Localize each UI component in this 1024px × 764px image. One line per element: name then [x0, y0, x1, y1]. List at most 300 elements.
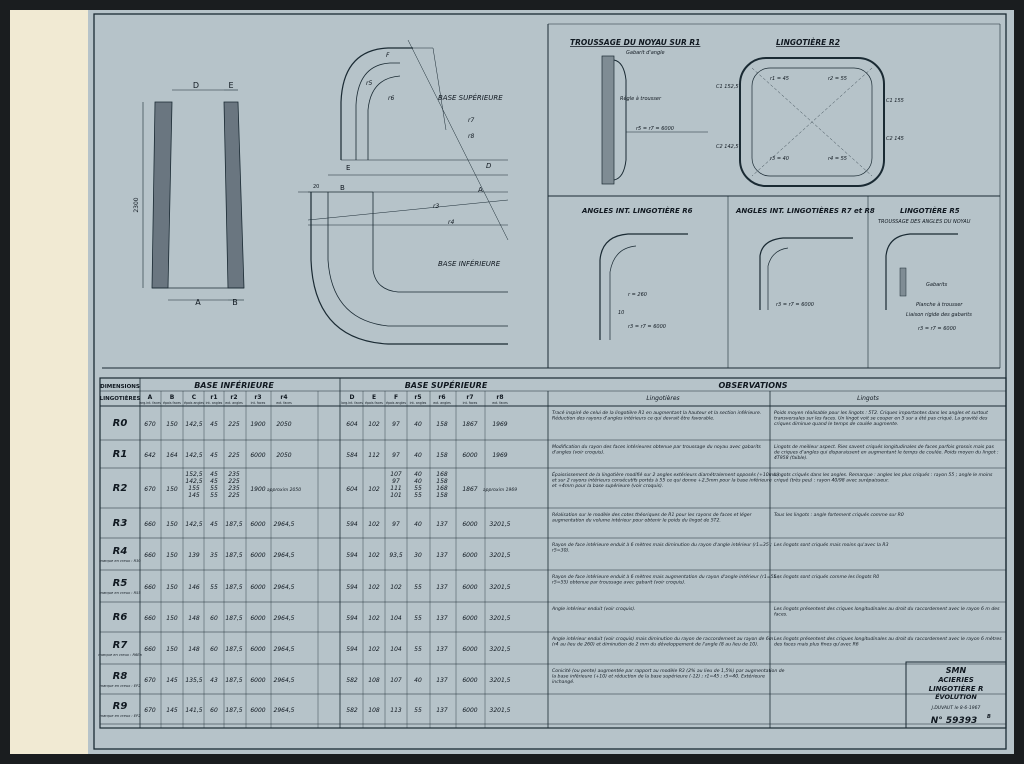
table-cell: 670 — [144, 707, 156, 714]
table-cell: 1900 — [250, 421, 266, 428]
table-cell: 158 — [436, 421, 448, 428]
table-cell: 142,5 — [185, 421, 203, 428]
table-cell: 148 — [188, 646, 200, 653]
row-name: R5 — [112, 578, 128, 589]
table-cell: 6000 — [250, 521, 266, 528]
angles-r7-title: ANGLES INT. LINGOTIÈRES R7 et R8 — [736, 207, 875, 215]
table-cell: 6000 — [462, 677, 478, 684]
table-cell: 225 — [228, 478, 240, 485]
table-cell: 45 — [210, 471, 218, 478]
table-cell: 102 — [368, 646, 380, 653]
table-cell: 141,5 — [185, 707, 203, 714]
table-cell: 148 — [188, 615, 200, 622]
table-cell: 6000 — [462, 521, 478, 528]
table-cell: 670 — [144, 677, 156, 684]
table-cell: 35 — [210, 552, 218, 559]
lingots-text: Tous les lingots : angle fortement criqués comme sur R0 — [774, 513, 904, 518]
plan-view — [298, 40, 508, 344]
table-cell: 187,5 — [225, 615, 243, 622]
lingots-text: Lingots de meilleur aspect. Ries savent criqués longitudinales de faces parfois grossis mais pas — [774, 445, 994, 450]
col-sub: épais angles — [385, 401, 407, 405]
dim-a: A — [195, 298, 201, 307]
dim-b: B — [232, 298, 238, 307]
observation-text: Modification du rayon des faces intérieures obtenue par troussage du noyau avec gabarits — [552, 445, 761, 450]
table-cell: 45 — [210, 521, 218, 528]
table-cell: 6000 — [250, 552, 266, 559]
table-cell: 2964,5 — [273, 552, 295, 559]
col-r2: r2 — [230, 394, 238, 401]
r2-r4: r4 = 55 — [828, 156, 847, 162]
table-cell: 3201,5 — [489, 584, 511, 591]
label-base-inf: BASE INFÉRIEURE — [438, 260, 501, 268]
table-cell: 2964,5 — [273, 615, 295, 622]
title-lingotiere: LINGOTIÈRE R — [928, 685, 984, 693]
table-cell: 55 — [414, 707, 422, 714]
lingots-text: Poids moyen réalisable pour les lingots : 5T2. Criques importantes dans les angles et surtout — [774, 411, 988, 416]
row-mark: marque en creux : R55 — [99, 591, 141, 595]
lingots-text: Les lingots sont criqués mais moins qu'avec la R3 — [774, 543, 889, 548]
table-cell: 670 — [144, 421, 156, 428]
table-cell: 6000 — [462, 552, 478, 559]
col-sub: larg.int. faces — [139, 401, 161, 405]
observation-text: la base inférieure (+10) et réduction de la base supérieure (-12) ; r1=45 ; r5=40. Extérieure — [552, 674, 765, 680]
lingots-text: Les lingots présentent des criques longitudinales au droit du raccordement avec le rayon 6 m des — [774, 607, 1000, 612]
col-e: E — [371, 394, 377, 401]
table-cell: approxim 1969 — [482, 488, 518, 493]
table-cell: 187,5 — [225, 584, 243, 591]
title-acieries: ACIERIES — [938, 676, 974, 684]
observation-text: et sur 2 rayons intérieurs consécutifs portés à 55 ce qui donne +2,5mm pour la base inférieure — [552, 478, 772, 484]
table-cell: 187,5 — [225, 521, 243, 528]
lingots-text: 4T958 (faible). — [774, 456, 808, 462]
table-cell: 168 — [436, 485, 448, 492]
lingots-text: Les lingots présentent des criques longitudinales au droit du raccordement avec le rayon 6 mètres — [774, 637, 1002, 642]
label-r6: r6 — [388, 95, 395, 102]
table-cell: 45 — [210, 421, 218, 428]
table-cell: 102 — [368, 421, 380, 428]
table-cell: 604 — [346, 486, 358, 493]
table-cell: 55 — [414, 646, 422, 653]
observation-text: r5=30). — [552, 548, 570, 554]
header-observations: OBSERVATIONS — [718, 381, 788, 390]
r2-r1: r1 = 45 — [770, 76, 789, 82]
table-cell: 187,5 — [225, 677, 243, 684]
col-r7: r7 — [466, 394, 474, 401]
table-cell: 139 — [188, 552, 200, 559]
row-name: R8 — [112, 671, 128, 682]
row-mark: marque en creux : R30 — [99, 559, 141, 563]
angles-r6-title: ANGLES INT. LINGOTIÈRE R6 — [582, 207, 693, 215]
table-cell: 660 — [144, 615, 156, 622]
r2-c1: C1 152,5 — [716, 84, 739, 90]
lingots-text: criques diminue quand le temps de coulée augmente. — [774, 422, 899, 428]
lingots-text: faces. — [774, 612, 788, 618]
observation-text: inchangé. — [552, 680, 575, 686]
table-cell: 137 — [436, 707, 448, 714]
label-b: B — [340, 184, 345, 192]
table-cell: 582 — [346, 707, 358, 714]
table-cell: 660 — [144, 552, 156, 559]
table-cell: 150 — [166, 584, 178, 591]
table-cell: 102 — [368, 584, 380, 591]
table-cell: 1867 — [462, 421, 478, 428]
table-cell: 6000 — [250, 646, 266, 653]
dim-height: 2300 — [133, 197, 140, 213]
table-cell: 150 — [166, 646, 178, 653]
row-mark: marque en creux : EP2 — [99, 684, 141, 688]
r2-r3: r3 = 40 — [770, 156, 789, 162]
col-sub: larg.int. faces — [341, 401, 363, 405]
col-sub: épais faces — [163, 401, 181, 405]
table-cell: 145 — [166, 707, 178, 714]
label-f: F — [386, 52, 390, 59]
table-cell: 40 — [414, 421, 422, 428]
label-a: A — [478, 186, 483, 194]
table-cell: 225 — [228, 492, 240, 499]
col-sub: épais faces — [365, 401, 383, 405]
table-cell: 102 — [390, 584, 402, 591]
table-cell: 97 — [392, 521, 400, 528]
row-name: R1 — [112, 449, 128, 460]
table-cell: 6000 — [462, 584, 478, 591]
truss-title: TROUSSAGE DU NOYAU SUR R1 — [570, 38, 701, 47]
label-e: E — [346, 164, 351, 172]
table-cell: 187,5 — [225, 646, 243, 653]
table-cell: 97 — [392, 478, 400, 485]
col-sub: int. angles — [409, 401, 427, 405]
angles-detail — [581, 206, 972, 340]
label-r7: r7 — [468, 117, 475, 124]
table-cell: 102 — [368, 552, 380, 559]
observation-text: augmentation du volume intérieur pour obtenir le poids du lingot de 5T2. — [552, 518, 721, 524]
table-cell: 45 — [210, 452, 218, 459]
col-r3: r3 — [254, 394, 262, 401]
table-cell: 142,5 — [185, 452, 203, 459]
truss-regle: Règle à trousser — [620, 96, 662, 102]
angles-gabarits: Gabarits — [926, 282, 948, 288]
table-cell: 2964,5 — [273, 646, 295, 653]
table-cell: 112 — [368, 452, 380, 459]
r2-title: LINGOTIÈRE R2 — [776, 38, 840, 47]
row-name: R0 — [112, 418, 128, 429]
observation-text: Conicité (ou pente) augmentée par rapport au modèle R3 (2% au lieu de 1,5%) par augmentation de — [552, 669, 785, 674]
col-b: B — [169, 394, 175, 401]
label-r8: r8 — [468, 133, 475, 140]
table-cell: 150 — [166, 486, 178, 493]
label-base-sup: BASE SUPÉRIEURE — [438, 94, 503, 102]
table-cell: 2964,5 — [273, 584, 295, 591]
r2-c4: C2 145 — [886, 136, 904, 142]
table-cell: 40 — [414, 521, 422, 528]
table-cell: 6000 — [250, 584, 266, 591]
title-smn: SMN — [945, 666, 967, 675]
dim-d: D — [192, 81, 200, 90]
table-cell: 225 — [228, 421, 240, 428]
table-cell: 43 — [210, 677, 218, 684]
observation-text: et +4mm pour la base supérieure (voir croquis). — [552, 484, 664, 490]
table-cell: 6000 — [462, 646, 478, 653]
table-cell: 660 — [144, 521, 156, 528]
col-sub: épais angles — [183, 401, 205, 405]
table-cell: 2964,5 — [273, 677, 295, 684]
lingots-text: Les lingots sont criqués comme les lingots R0 — [774, 575, 880, 580]
table-cell: 168 — [436, 471, 448, 478]
col-a: A — [147, 394, 153, 401]
label-r5: r5 — [366, 80, 373, 87]
col-c: C — [191, 394, 197, 401]
lingots-text: transversales sur les faces. Un lingot voit se couper en 5 sur a été pas criqué. La gravité des — [774, 416, 988, 422]
table-cell: 55 — [414, 584, 422, 591]
row-name: R7 — [112, 640, 128, 651]
truss-r: r5 = r7 = 6000 — [636, 126, 674, 132]
header-obs-lingots: Lingots — [857, 395, 879, 402]
table-cell: 102 — [368, 521, 380, 528]
table-cell: 594 — [346, 615, 358, 622]
row-mark: marque en creux : EP2 — [99, 714, 141, 718]
blueprint-sheet — [88, 10, 1014, 754]
lingots-text: criqué (très peu) : rayon 40/98 avec surépaisseur. — [774, 478, 890, 484]
observation-text: r5=55) obtenue par troussage avec gabarit (voir croquis). — [552, 580, 686, 586]
table-cell: 108 — [368, 707, 380, 714]
table-cell: 660 — [144, 584, 156, 591]
table-cell: 2050 — [276, 452, 292, 459]
table-cell: 104 — [390, 646, 402, 653]
table-cell: 55 — [210, 492, 218, 499]
observation-text: Réalisation sur le modèle des cotes théoriques de R1 pour les rayons de faces et léger — [552, 513, 752, 518]
observation-text: Rayon de face intérieure enduit à 6 mètres mais diminution du rayon d'angle intérieur (r1=35 ; — [552, 543, 772, 548]
table-cell: 158 — [436, 452, 448, 459]
r2-r2: r2 = 55 — [828, 76, 847, 82]
table-cell: 150 — [166, 521, 178, 528]
table-cell: 111 — [390, 485, 402, 492]
table-cell: 145 — [188, 492, 200, 499]
col-dimensions: DIMENSIONS — [100, 384, 140, 390]
blueprint-drawing — [88, 10, 1014, 754]
truss-gabarit: Gabarit d'angle — [626, 50, 665, 56]
col-lingotieres: LINGOTIÈRES — [99, 396, 141, 402]
title-evolution: ÉVOLUTION — [935, 693, 977, 701]
table-cell: 137 — [436, 584, 448, 591]
table-cell: 137 — [436, 521, 448, 528]
angles-r5: r3 = r7 = 6000 — [918, 326, 956, 332]
row-mark: marque en creux : R6Ea — [98, 653, 142, 657]
col-r1: r1 — [210, 394, 218, 401]
table-cell: 3201,5 — [489, 521, 511, 528]
table-cell: 150 — [166, 615, 178, 622]
table-cell: 670 — [144, 486, 156, 493]
lingots-text: des faces mais plus fines qu'avec R6 — [774, 642, 859, 648]
row-name: R4 — [112, 546, 128, 557]
paper-margin — [10, 10, 90, 754]
table-cell: 2050 — [276, 421, 292, 428]
observation-text: Rayon de face intérieure enduit à 6 mètres mais augmentation du rayon d'angle intérieur (r1=55 ; — [552, 575, 780, 580]
table-cell: 93,5 — [389, 552, 403, 559]
table-cell: 3201,5 — [489, 707, 511, 714]
lingots-text: Lingots criqués dans les angles. Remarque : angles les plus criqués : rayon 55 ; angle le moins — [774, 473, 993, 478]
table-cell: 594 — [346, 521, 358, 528]
table-cell: 150 — [166, 421, 178, 428]
table-cell: 137 — [436, 615, 448, 622]
header-base-sup: BASE SUPÉRIEURE — [404, 381, 488, 390]
col-r6: r6 — [438, 394, 446, 401]
observation-text: Réduction des rayons d'angles intérieurs ce qui devrait être favorable. — [552, 416, 715, 422]
table-cell: 235 — [228, 485, 240, 492]
table-cell: 40 — [414, 471, 422, 478]
title-date: J.DUVAUT le 8-6-1967 — [931, 706, 981, 711]
table-cell: 3201,5 — [489, 615, 511, 622]
table-cell: 642 — [144, 452, 156, 459]
table-cell: 104 — [390, 615, 402, 622]
r2-c2: C1 155 — [886, 98, 904, 104]
table-cell: 146 — [188, 584, 200, 591]
table-cell: 97 — [392, 421, 400, 428]
table-cell: 660 — [144, 646, 156, 653]
observation-text: Angle intérieur enduit (voir croquis) mais diminution du rayon de raccordement au rayon de 6m — [552, 637, 774, 642]
table-cell: 6000 — [462, 615, 478, 622]
col-r4: r4 — [280, 394, 288, 401]
observation-text: Angle intérieur enduit (voir croquis). — [552, 607, 636, 612]
col-sub: ext. angles — [225, 401, 243, 405]
col-sub: int. faces — [250, 401, 266, 405]
angles-r7r: r3 = r7 = 6000 — [776, 302, 814, 308]
table-cell: 3201,5 — [489, 677, 511, 684]
table-cell: 164 — [166, 452, 178, 459]
row-name: R6 — [112, 612, 128, 623]
angles-planche: Planche à trousser — [916, 302, 963, 308]
title-suffix: B — [987, 714, 991, 720]
table-cell: 2964,5 — [273, 707, 295, 714]
table-cell: 6000 — [250, 452, 266, 459]
table-cell: 582 — [346, 677, 358, 684]
table-cell: 40 — [414, 478, 422, 485]
col-r5: r5 — [414, 394, 422, 401]
table-cell: 225 — [228, 452, 240, 459]
col-f: F — [393, 394, 399, 401]
table-cell: 6000 — [250, 677, 266, 684]
label-r4: r4 — [448, 219, 455, 226]
table-cell: 1867 — [462, 486, 478, 493]
table-cell: 60 — [210, 615, 218, 622]
table-cell: 584 — [346, 452, 358, 459]
table-cell: 30 — [414, 552, 422, 559]
table-cell: 155 — [188, 485, 200, 492]
dim-e: E — [228, 81, 234, 90]
table-cell: 102 — [368, 486, 380, 493]
col-sub: ext. faces — [492, 401, 508, 405]
col-sub: int. angles — [205, 401, 223, 405]
table-cell: 594 — [346, 584, 358, 591]
table-cell: 40 — [414, 677, 422, 684]
table-cell: 3201,5 — [489, 646, 511, 653]
col-sub: ext. faces — [276, 401, 292, 405]
table-cell: 60 — [210, 646, 218, 653]
table-cell: 150 — [166, 552, 178, 559]
table-cell: 113 — [390, 707, 402, 714]
angles-r260: r = 260 — [628, 292, 647, 298]
table-cell: 60 — [210, 707, 218, 714]
table-cell: 152,5 — [185, 471, 203, 478]
table-cell: 107 — [390, 677, 402, 684]
title-number: N° 59393 — [930, 716, 978, 726]
table-cell: 6000 — [462, 707, 478, 714]
table-cell: 187,5 — [225, 707, 243, 714]
table-cell: 158 — [436, 492, 448, 499]
observation-text: d'angles (voir croquis). — [552, 450, 605, 456]
r2-c3: C2 142,5 — [716, 144, 739, 150]
table-cell: 97 — [392, 452, 400, 459]
truss-detail — [570, 38, 708, 184]
dimensions-table — [98, 378, 1006, 728]
table-cell: 604 — [346, 421, 358, 428]
table-cell: 137 — [436, 552, 448, 559]
table-cell: 102 — [368, 615, 380, 622]
table-cell: 6000 — [250, 707, 266, 714]
col-r8: r8 — [496, 394, 504, 401]
angles-r6000: r3 = r7 = 6000 — [628, 324, 666, 330]
table-cell: 6000 — [250, 615, 266, 622]
label-r3: r3 — [433, 203, 440, 210]
angles-liaison: Liaison rigide des gabarits — [906, 312, 972, 318]
col-sub: int. faces — [462, 401, 478, 405]
table-cell: 594 — [346, 552, 358, 559]
observation-text: Tracé inspiré de celui de la lingotière R1 en augmentant la hauteur et la section inférieure. — [552, 411, 762, 416]
table-cell: 3201,5 — [489, 552, 511, 559]
r2-detail — [716, 38, 904, 186]
row-name: R2 — [112, 483, 128, 494]
table-cell: 142,5 — [185, 478, 203, 485]
title-block — [906, 662, 1006, 728]
table-cell: 158 — [436, 478, 448, 485]
table-cell: 101 — [390, 492, 402, 499]
header-obs-ling: Lingotières — [646, 395, 680, 402]
angles-r5-subtitle: TROUSSAGE DES ANGLES DU NOYAU — [878, 219, 971, 225]
observation-text: (r4 au lieu de 260) et diminution de 2 mm du développement de l'angle (8 au lieu de 10). — [552, 642, 759, 648]
header-base-inf: BASE INFÉRIEURE — [194, 381, 274, 390]
col-d: D — [349, 394, 355, 401]
label-20: 20 — [313, 184, 320, 190]
observation-text: Épaississement de la lingotière modifié sur 2 angles extérieurs diamétralement opposés (+10mm) — [552, 473, 780, 478]
col-sub: ext. angles — [433, 401, 451, 405]
table-cell: 2964,5 — [273, 521, 295, 528]
angles-r5-title: LINGOTIÈRE R5 — [900, 207, 960, 215]
table-cell: 135,5 — [185, 677, 203, 684]
table-cell: 107 — [390, 471, 402, 478]
table-cell: 1900 — [250, 486, 266, 493]
table-cell: 1969 — [492, 452, 508, 459]
table-cell: 55 — [210, 485, 218, 492]
table-cell: 55 — [414, 615, 422, 622]
lingots-text: de criques d'angles qui disparaissent en augmentant le temps de coulée. Poids moyen du lingot : — [774, 450, 999, 456]
table-cell: 594 — [346, 646, 358, 653]
table-cell: 1969 — [492, 421, 508, 428]
table-cell: 137 — [436, 646, 448, 653]
table-cell: 55 — [210, 584, 218, 591]
angles-r10: 10 — [618, 310, 625, 316]
table-cell: approxim 2050 — [266, 488, 302, 493]
table-cell: 187,5 — [225, 552, 243, 559]
row-name: R9 — [112, 701, 128, 712]
label-d: D — [486, 162, 492, 170]
table-cell: 235 — [228, 471, 240, 478]
row-name: R3 — [112, 518, 128, 529]
table-cell: 137 — [436, 677, 448, 684]
section-view — [133, 81, 244, 307]
table-cell: 142,5 — [185, 521, 203, 528]
table-cell: 40 — [414, 452, 422, 459]
table-cell: 55 — [414, 485, 422, 492]
table-cell: 6000 — [462, 452, 478, 459]
table-cell: 45 — [210, 478, 218, 485]
